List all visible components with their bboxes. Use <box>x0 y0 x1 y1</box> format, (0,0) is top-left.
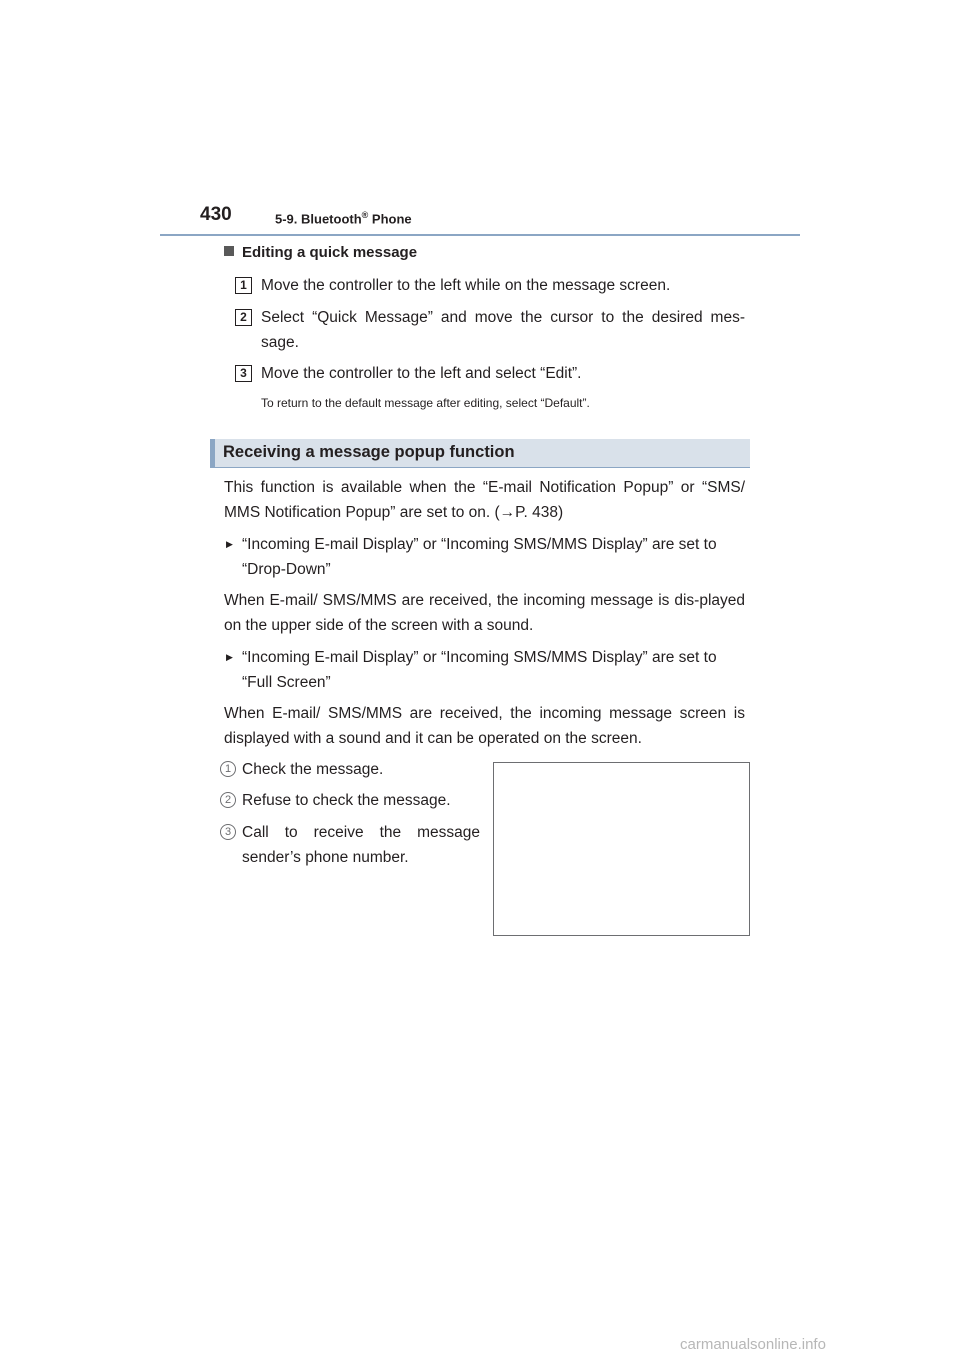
default-note: To return to the default message after editing, select “Default”. <box>261 396 590 410</box>
editing-subheading <box>224 244 417 261</box>
item-3-text: Call to receive the message sender’s phone number. <box>242 824 480 866</box>
bullet-drop-down: “Incoming E-mail Display” or “Incoming SMS/MMS Display” are set to “Drop-Down” <box>242 536 717 578</box>
full-screen-description: When E-mail/ SMS/MMS are received, the incoming message screen is displayed with a sound and it can be operated on the screen. <box>224 705 745 747</box>
page-number: 430 <box>200 204 232 225</box>
section-heading-bar <box>210 439 750 468</box>
step-2-badge: 2 <box>235 309 252 326</box>
step-2-text: Select “Quick Message” and move the cursor to the desired mes-sage. <box>261 309 745 351</box>
step-1-badge: 1 <box>235 277 252 294</box>
step-1-text: Move the controller to the left while on the message screen. <box>261 277 671 294</box>
number-3-icon: 3 <box>220 824 236 840</box>
number-2-icon: 2 <box>220 792 236 808</box>
page-header <box>160 204 800 236</box>
step-3-text: Move the controller to the left and select “Edit”. <box>261 365 582 382</box>
step-3-badge: 3 <box>235 365 252 382</box>
section-prefix: 5-9. Bluetooth <box>275 211 362 227</box>
drop-down-description: When E-mail/ SMS/MMS are received, the incoming message is dis-played on the upper side of the screen with a sound. <box>224 592 745 634</box>
section-title <box>275 210 412 226</box>
item-2-text: Refuse to check the message. <box>242 792 451 809</box>
section-suffix: Phone <box>368 211 412 227</box>
registered-mark: ® <box>361 210 369 220</box>
square-bullet-icon <box>224 246 234 256</box>
item-1-text: Check the message. <box>242 761 384 778</box>
triangle-bullet-icon: ▶ <box>226 652 233 662</box>
bullet-full-screen: “Incoming E-mail Display” or “Incoming SMS/MMS Display” are set to “Full Screen” <box>242 649 717 691</box>
watermark: carmanualsonline.info <box>680 1336 826 1353</box>
section-heading: Receiving a message popup function <box>223 443 515 461</box>
number-1-icon: 1 <box>220 761 236 777</box>
intro-paragraph: This function is available when the “E-mail Notification Popup” or “SMS/ MMS Notification Popup” are set to on. (→P. 438) <box>224 479 745 521</box>
triangle-bullet-icon: ▶ <box>226 539 233 549</box>
screen-image-placeholder <box>493 762 750 936</box>
editing-title: Editing a quick message <box>242 244 418 261</box>
